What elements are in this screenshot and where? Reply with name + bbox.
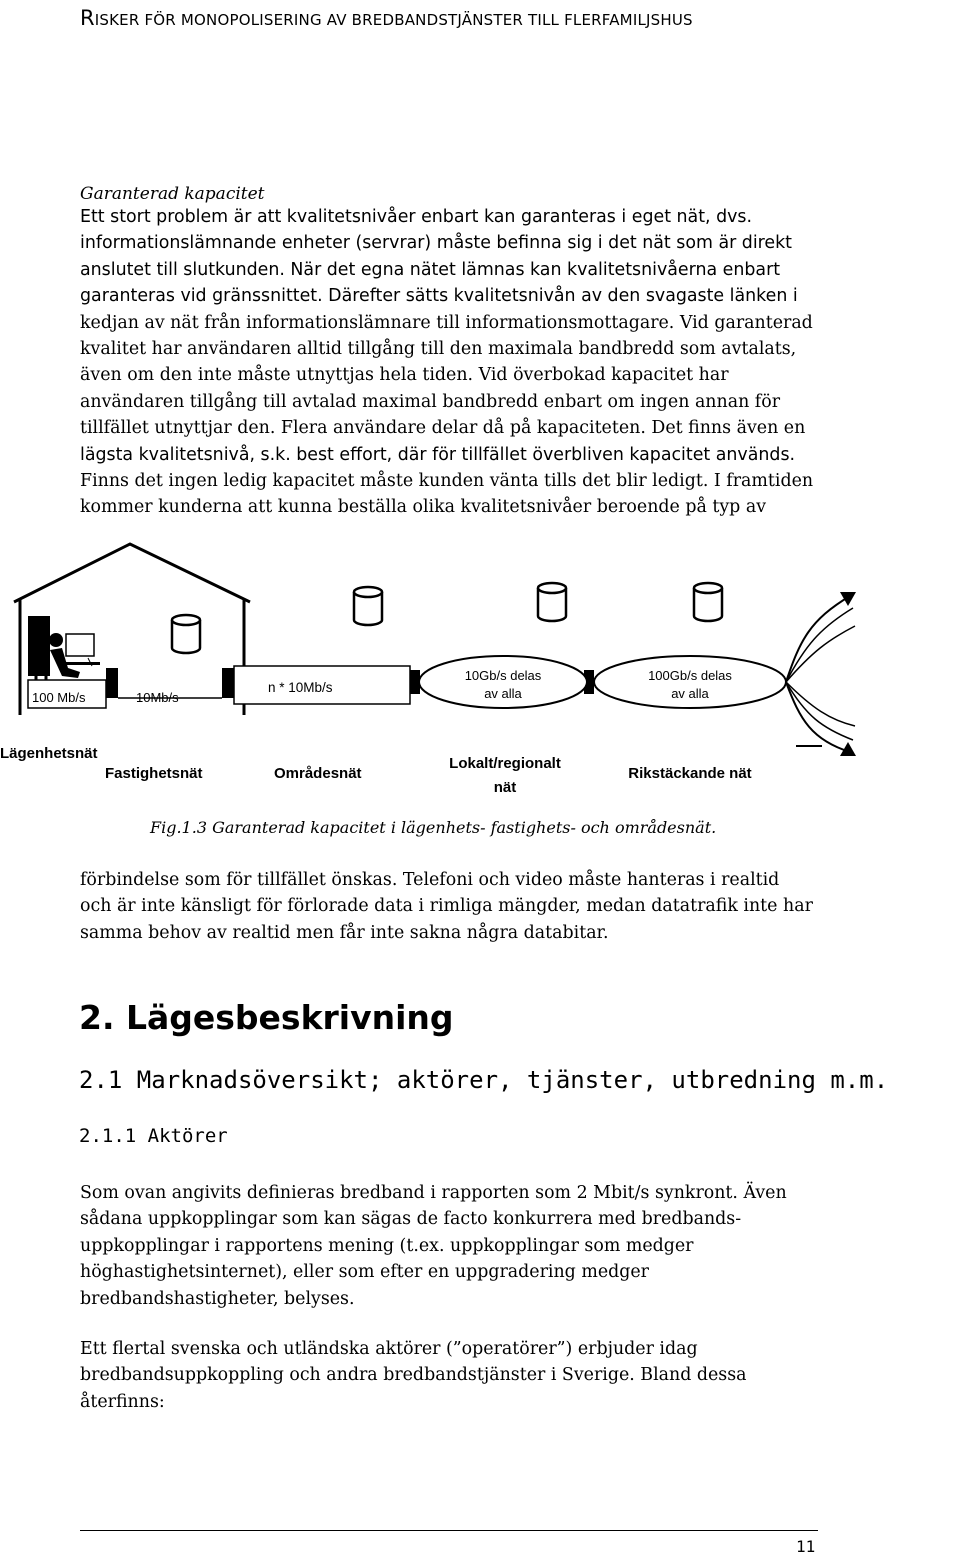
para4-line: bredbandsuppkoppling och andra bredbandstjänster i Sverige. Bland dessa bbox=[80, 1365, 747, 1386]
para3-line: uppkopplingar i rapportens mening (t.ex. uppkopplingar som medger bbox=[80, 1235, 694, 1256]
running-header-text: ISKER FÖR MONOPOLISERING AV BREDBANDSTJÄNSTER TILL FLERFAMILJSHUS bbox=[94, 11, 693, 29]
server-icon bbox=[538, 583, 566, 621]
building-speed-label: 10Mb/s bbox=[136, 690, 179, 705]
regional-speed-label: 10Gb/s delas bbox=[464, 668, 542, 683]
para4-line: återfinns: bbox=[80, 1391, 165, 1412]
running-header bbox=[80, 6, 693, 30]
page-number: 11 bbox=[796, 1537, 816, 1556]
heading-aktorer: 2.1.1 Aktörer bbox=[79, 1125, 228, 1147]
national-speed-label-2: av alla bbox=[671, 686, 709, 701]
paragraph-continuation bbox=[80, 867, 830, 946]
apartment-network-label: Lägenhetsnät bbox=[0, 745, 98, 762]
running-header-initial: R bbox=[80, 6, 95, 30]
figure-caption: Fig.1.3 Garanterad kapacitet i lägenhets- fastighets- och områdesnät. bbox=[150, 818, 717, 837]
para1-line: kommer kunderna att kunna beställa olika kvalitetsnivåer beroende på typ av bbox=[80, 497, 767, 518]
connector-block bbox=[106, 668, 118, 698]
regional-speed-label-2: av alla bbox=[484, 686, 522, 701]
house-roof bbox=[14, 544, 250, 602]
person-at-computer-icon bbox=[28, 616, 100, 690]
paragraph-operators bbox=[80, 1336, 830, 1415]
apartment-speed-label: 100 Mb/s bbox=[32, 690, 86, 705]
para1-line: informationslämnande enheter (servrar) måste befinna sig i det nät som är direkt bbox=[80, 233, 793, 254]
paragraph-guaranteed-capacity bbox=[80, 204, 830, 521]
section-title: Garanterad kapacitet bbox=[80, 184, 265, 204]
paragraph-broadband-definition bbox=[80, 1180, 830, 1312]
area-network-label: Områdesnät bbox=[274, 765, 362, 782]
para2-line: förbindelse som för tillfället önskas. Telefoni och video måste hanteras i realtid bbox=[80, 870, 780, 890]
regional-network-label: Lokalt/regionalt bbox=[449, 755, 561, 772]
para3-line: Som ovan angivits definieras bredband i rapporten som 2 Mbit/s synkront. Även bbox=[80, 1183, 787, 1203]
area-speed-label: n * 10Mb/s bbox=[268, 680, 333, 695]
heading-lagesbeskrivning: 2. Lägesbeskrivning bbox=[79, 998, 454, 1037]
para1-line: Ett stort problem är att kvalitetsnivåer enbart kan garanteras i eget nät, dvs. bbox=[80, 207, 753, 227]
para1-line: kvalitet har användaren alltid tillgång till den maximala bandbredd som avtalats, bbox=[80, 339, 797, 360]
network-diagram bbox=[0, 530, 960, 810]
para1-line: anslutet till slutkunden. När det egna nätet lämnas kan kvalitetsnivåerna enbart bbox=[80, 259, 781, 280]
para3-line: bredbandshastigheter, belyses. bbox=[80, 1288, 355, 1309]
building-network-label: Fastighetsnät bbox=[105, 765, 203, 782]
regional-network-label-2: nät bbox=[493, 779, 517, 796]
para1-line: lägsta kvalitetsnivå, s.k. best effort, där för tillfället överbliven kapacitet används. bbox=[80, 444, 796, 465]
server-icon bbox=[694, 583, 722, 621]
para3-line: höghastighetsinternet), eller som efter en uppgradering medger bbox=[80, 1262, 649, 1283]
para2-line: samma behov av realtid men får inte sakna några databitar. bbox=[80, 922, 609, 943]
footer-rule bbox=[80, 1530, 818, 1531]
para1-line: tillfället utnyttjar den. Flera användare delar då på kapaciteten. Det finns även en bbox=[80, 418, 806, 439]
heading-marknadsoversikt: 2.1 Marknadsöversikt; aktörer, tjänster, utbredning m.m. bbox=[79, 1066, 889, 1094]
fibre-arrow-top bbox=[840, 592, 856, 606]
para1-line: Finns det ingen ledig kapacitet måste kunden vänta tills det blir ledigt. I framtiden bbox=[80, 471, 814, 492]
server-icon bbox=[354, 587, 382, 625]
para1-line: även om den inte måste utnyttjas hela tiden. Vid överbokad kapacitet har bbox=[80, 365, 729, 386]
para1-line: användaren tillgång till avtalad maximal bandbredd enbart om ingen annan för bbox=[80, 391, 781, 412]
server-icon bbox=[172, 615, 200, 653]
para2-line: och är inte känsligt för förlorade data i rimliga mängder, medan datatrafik inte har bbox=[80, 896, 813, 917]
fibre-bundle bbox=[786, 596, 855, 752]
para4-line: Ett flertal svenska och utländska aktörer (”operatörer”) erbjuder idag bbox=[80, 1339, 698, 1359]
para3-line: sådana uppkopplingar som kan sägas de facto konkurrera med bredbands- bbox=[80, 1209, 742, 1230]
para1-line: garanteras vid gränssnittet. Därefter sätts kvalitetsnivån av den svagaste länken i bbox=[80, 286, 798, 307]
para1-line: kedjan av nät från informationslämnare till informationsmottagare. Vid garanterad bbox=[80, 312, 813, 333]
national-speed-label: 100Gb/s delas bbox=[648, 668, 732, 683]
national-network-label: Rikstäckande nät bbox=[628, 765, 752, 782]
connector-block bbox=[222, 668, 234, 698]
